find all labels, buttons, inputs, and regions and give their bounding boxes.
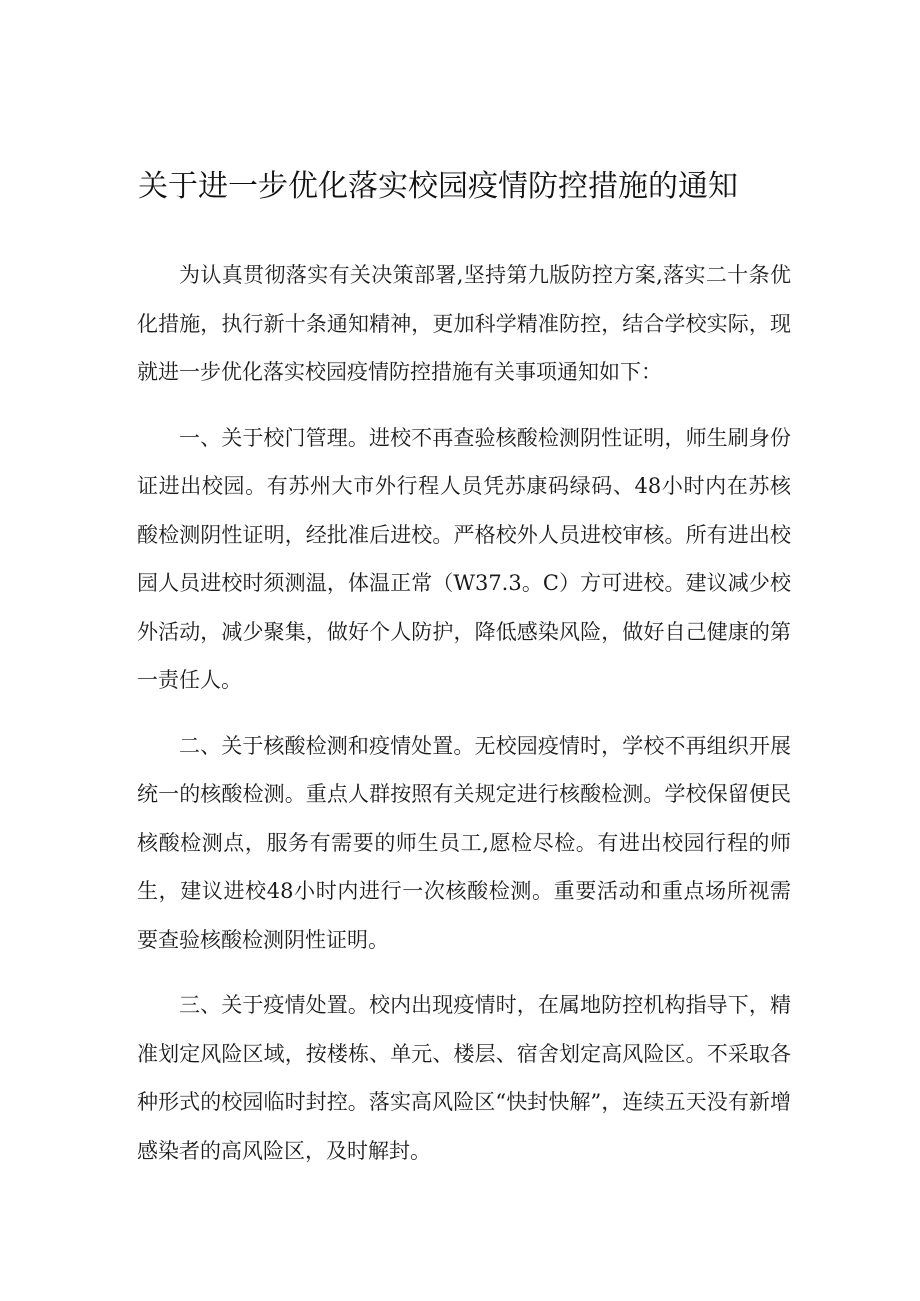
paragraph-gate-management: 一、关于校门管理。进校不再查验核酸检测阴性证明，师生刷身份证进出校园。有苏州大市外行程人员凭苏康码绿码、48小时内在苏核酸检测阴性证明，经批准后进校。严格校外人员进校审核。所有进出校园人员进校时须测温，体温正常（W37.3。C）方可进校。建议减少校外活动，减少聚集，做好个人防护，降低感染风险，做好自己健康的第一责任人。 <box>137 425 791 692</box>
paragraph-nucleic-testing: 二、关于核酸检测和疫情处置。无校园疫情时，学校不再组织开展统一的核酸检测。重点人群按照有关规定进行核酸检测。学校保留便民核酸检测点，服务有需要的师生员工,愿检尽检。有进出校园行程的师生，建议进校48小时内进行一次核酸检测。重要活动和重点场所视需要查验核酸检测阴性证明。 <box>137 733 791 952</box>
paragraph-outbreak-handling: 三、关于疫情处置。校内出现疫情时，在属地防控机构指导下，精准划定风险区域，按楼栋、单元、楼层、宿舍划定高风险区。不采取各种形式的校园临时封控。落实高风险区“快封快解”，连续五天没有新增感染者的高风险区，及时解封。 <box>137 993 791 1163</box>
document-body <box>137 251 791 1192</box>
document-title: 关于进一步优化落实校园疫情防控措施的通知 <box>138 169 738 204</box>
paragraph-intro: 为认真贯彻落实有关决策部署,坚持第九版防控方案,落实二十条优化措施，执行新十条通知精神，更加科学精准防控，结合学校实际，现就进一步优化落实校园疫情防控措施有关事项通知如下： <box>137 263 791 384</box>
